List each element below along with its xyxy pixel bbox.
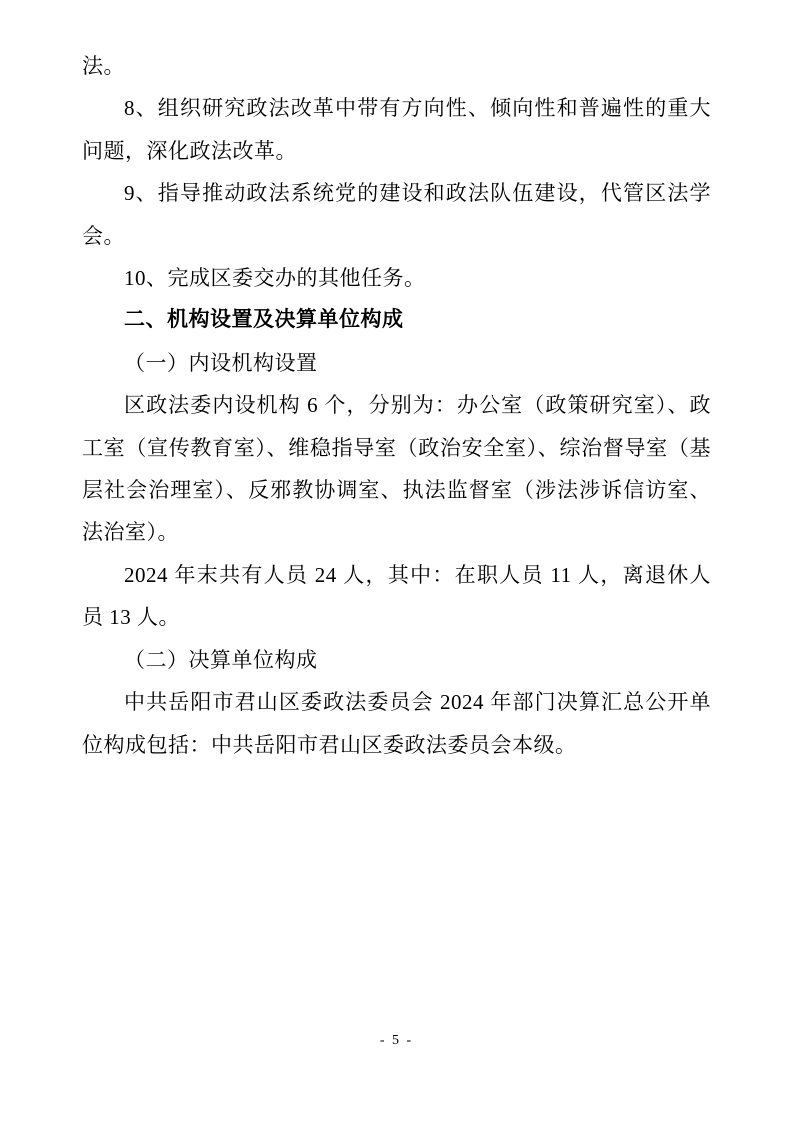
paragraph-item-8: 8、组织研究政法改革中带有方向性、倾向性和普遍性的重大问题，深化政法改革。 [82, 96, 711, 163]
paragraph-continuation: 法。 [82, 54, 125, 78]
section-heading-2: 二、机构设置及决算单位构成 [124, 308, 404, 332]
paragraph-internal-orgs: 区政法委内设机构 6 个，分别为：办公室（政策研究室）、政工室（宣传教育室）、维稳指导室（政治安全室）、综治督导室（基层社会治理室）、反邪教协调室、执法监督室（涉法涉诉信访室、法治室）。 [82, 393, 711, 545]
paragraph-personnel-counts: 2024 年末共有人员 24 人，其中：在职人员 11 人，离退休人员 13 人。 [82, 562, 711, 630]
subsection-heading-2-2: （二）决算单位构成 [124, 647, 318, 672]
page-number: - 5 - [379, 1033, 414, 1048]
subsection-heading-2-1: （一）内设机构设置 [124, 350, 318, 375]
paragraph-unit-composition: 中共岳阳市君山区委政法委员会 2024 年部门决算汇总公开单位构成包括：中共岳阳市君山区委政法委员会本级。 [82, 690, 711, 757]
paragraph-item-10: 10、完成区委交办的其他任务。 [124, 266, 426, 291]
paragraph-item-9: 9、指导推动政法系统党的建设和政法队伍建设，代管区法学会。 [82, 181, 711, 248]
document-body [82, 45, 711, 766]
